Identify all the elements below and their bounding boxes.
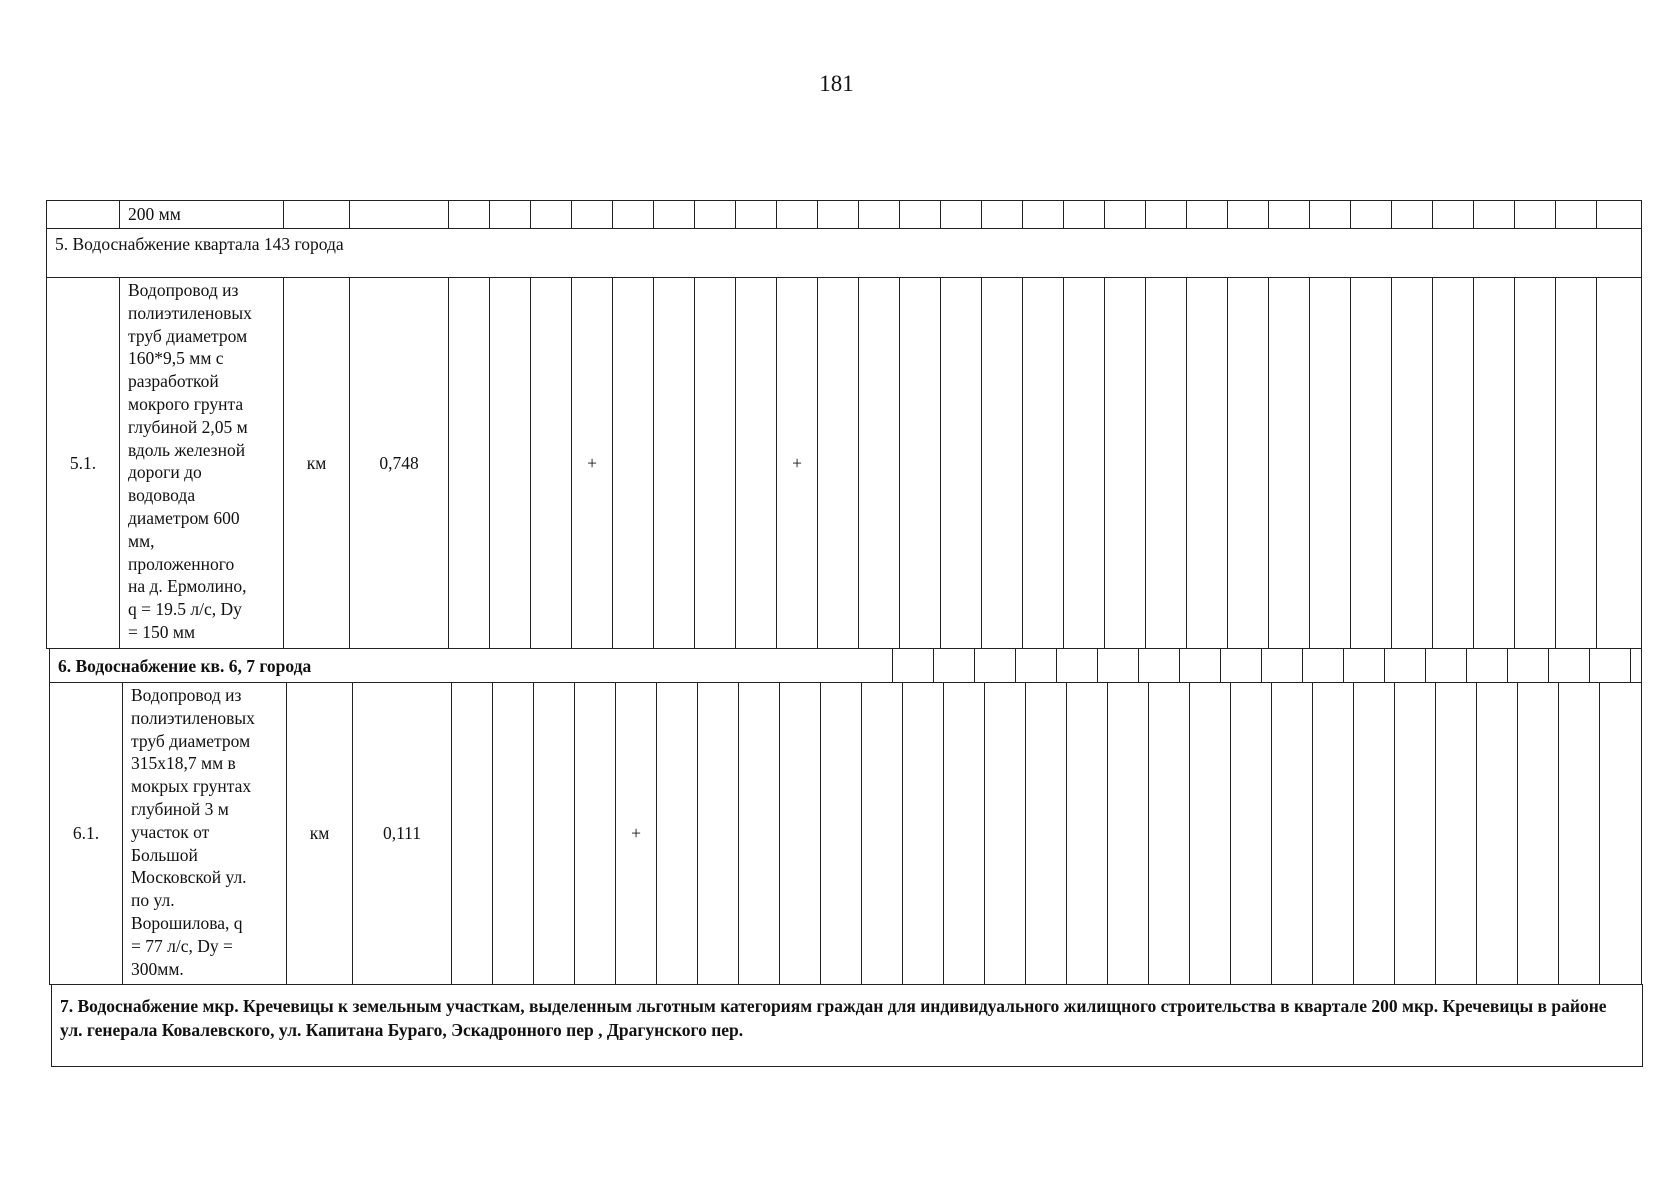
cell (818, 201, 859, 230)
cell (1228, 201, 1269, 230)
cell (1597, 278, 1642, 649)
row-5-1 (46, 277, 1642, 649)
cell (1057, 649, 1098, 683)
cell (1221, 649, 1262, 683)
cell (1187, 278, 1228, 649)
cell (1344, 649, 1385, 683)
cell (1139, 649, 1180, 683)
cell (780, 683, 821, 985)
cell (1231, 683, 1272, 985)
cell (1556, 201, 1597, 230)
section-7-header (51, 984, 1643, 1067)
cell-unit (284, 201, 350, 230)
cell (1272, 683, 1313, 985)
cell (1351, 278, 1392, 649)
cell (739, 683, 780, 985)
cell (1556, 278, 1597, 649)
cell (490, 278, 531, 649)
cell (934, 649, 975, 683)
cell (1262, 649, 1303, 683)
cell (862, 683, 903, 985)
cell (1098, 649, 1139, 683)
cell (534, 683, 575, 985)
section-5-title: 5. Водоснабжение квартала 143 города (55, 234, 344, 254)
cell (1549, 649, 1590, 683)
cell (1351, 201, 1392, 230)
cell (1474, 201, 1515, 230)
cell (531, 201, 572, 230)
cell-number (47, 201, 120, 230)
cell (1026, 683, 1067, 985)
cell (1392, 201, 1433, 230)
cell-number: 5.1. (47, 278, 120, 649)
cell (695, 278, 736, 649)
cell (1064, 201, 1105, 230)
cell (1515, 278, 1556, 649)
cell (1508, 649, 1549, 683)
page-number: 181 (819, 71, 854, 96)
cell (1067, 683, 1108, 985)
top-fragment-table (46, 200, 1642, 230)
section-7-title: 7. Водоснабжение мкр. Кречевицы к земельным участкам, выделенным льготным категориям граждан для индивидуального жилищного строительства в квартале 200 мкр. Кречевицы в районе ул. генерала Ковалевского, ул. Капитана Бураго, Эскадронного пер , Драгунского пер. (60, 996, 1607, 1040)
cell (1310, 278, 1351, 649)
cell (1597, 201, 1642, 230)
cell (1228, 278, 1269, 649)
cell (1187, 201, 1228, 230)
row-5-1-table (46, 277, 1642, 649)
cell (821, 683, 862, 985)
cell-unit: км (284, 278, 350, 649)
cell (859, 201, 900, 230)
cell (975, 649, 1016, 683)
cell (1146, 201, 1187, 230)
cell (1146, 278, 1187, 649)
cell (531, 278, 572, 649)
cell (893, 649, 934, 683)
section-6-title-cell (50, 649, 893, 683)
cell (490, 201, 531, 230)
section-6-header-table (49, 648, 1642, 683)
cell (695, 201, 736, 230)
cell-mark: + (777, 278, 818, 649)
cell (941, 278, 982, 649)
cell (613, 201, 654, 230)
cell (1559, 683, 1600, 985)
row-6-1-table (49, 682, 1642, 985)
cell (572, 201, 613, 230)
cell (452, 683, 493, 985)
cell (575, 683, 616, 985)
cell (1105, 278, 1146, 649)
section-6-title: 6. Водоснабжение кв. 6, 7 города (58, 655, 312, 676)
cell (1105, 201, 1146, 230)
cell-quantity: 0,111 (353, 683, 452, 985)
cell (982, 201, 1023, 230)
cell (1518, 683, 1559, 985)
cell-mark: + (572, 278, 613, 649)
cell (1433, 278, 1474, 649)
cell (1590, 649, 1631, 683)
cell (1467, 649, 1508, 683)
cell (1600, 683, 1642, 985)
cell (1269, 201, 1310, 230)
cell (1180, 649, 1221, 683)
cell (1016, 649, 1057, 683)
cell (903, 683, 944, 985)
cell (1149, 683, 1190, 985)
cell-unit: км (287, 683, 353, 985)
cell (654, 201, 695, 230)
cell (1385, 649, 1426, 683)
cell (1269, 278, 1310, 649)
cell (657, 683, 698, 985)
cell (1392, 278, 1433, 649)
cell (613, 278, 654, 649)
cell-number: 6.1. (50, 683, 123, 985)
cell (1433, 201, 1474, 230)
cell (982, 278, 1023, 649)
cell (900, 201, 941, 230)
cell (1426, 649, 1467, 683)
cell (944, 683, 985, 985)
cell (941, 201, 982, 230)
cell (1354, 683, 1395, 985)
cell-description: Водопровод из полиэтиленовых труб диаметром 160*9,5 мм с разработкой мокрого грунта глубиной 2,05 м вдоль железной дороги до водовода диаметром 600 мм, проложенного на д. Ермолино, q = 19.5 л/с, Dy = 150 мм (120, 278, 284, 649)
cell (1023, 201, 1064, 230)
row-6-1 (49, 682, 1642, 985)
cell (1108, 683, 1149, 985)
cell-description: 200 мм (120, 201, 284, 230)
cell (1190, 683, 1231, 985)
cell-quantity (350, 201, 449, 230)
cell (1474, 278, 1515, 649)
section-6-header (49, 648, 1642, 683)
cell (1064, 278, 1105, 649)
cell (859, 278, 900, 649)
cell (900, 278, 941, 649)
cell (1313, 683, 1354, 985)
cell (1515, 201, 1556, 230)
cell-mark: + (616, 683, 657, 985)
section-5-header (46, 228, 1642, 278)
cell (736, 201, 777, 230)
cell (736, 278, 777, 649)
top-fragment-row (46, 200, 1642, 230)
cell (1631, 649, 1642, 683)
cell (1310, 201, 1351, 230)
cell (1477, 683, 1518, 985)
cell-description: Водопровод из полиэтиленовых труб диаметром 315х18,7 мм в мокрых грунтах глубиной 3 м участок от Большой Московской ул. по ул. Ворошилова, q = 77 л/с, Dy = 300мм. (123, 683, 287, 985)
cell (1436, 683, 1477, 985)
cell (1395, 683, 1436, 985)
cell-quantity: 0,748 (350, 278, 449, 649)
cell (449, 278, 490, 649)
cell (985, 683, 1026, 985)
cell (654, 278, 695, 649)
cell (698, 683, 739, 985)
cell (1023, 278, 1064, 649)
cell (777, 201, 818, 230)
cell (818, 278, 859, 649)
cell (449, 201, 490, 230)
cell (493, 683, 534, 985)
cell (1303, 649, 1344, 683)
